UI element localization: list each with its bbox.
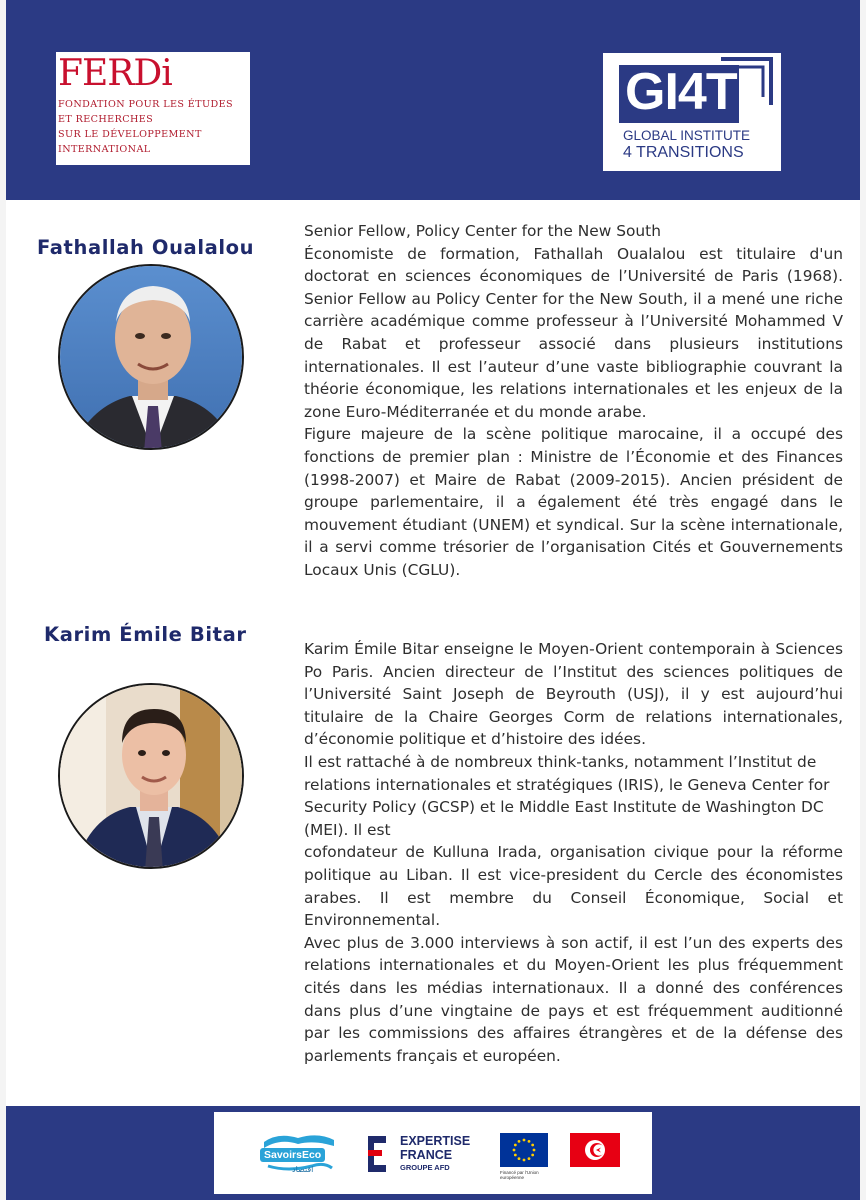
ferdi-logo-line: FONDATION POUR LES ÉTUDES	[58, 99, 233, 110]
eu-star-icon	[528, 1140, 531, 1143]
bio-paragraph: cofondateur de Kulluna Irada, organisation civique pour la réforme politique au Liban. Il est vice-president du Cercle des économistes arabes. Il est membre du Conseil Économique, Social et Environnemental.	[304, 843, 843, 930]
ferdi-logo-mark: FERDi	[58, 53, 172, 94]
ferdi-logo-line: SUR LE DÉVELOPPEMENT	[58, 129, 202, 140]
gi4t-logo-mark: GI4T	[625, 63, 737, 121]
tunisia-emblem-icon	[570, 1133, 620, 1167]
bio-paragraph: Économiste de formation, Fathallah Oualalou est titulaire d'un doctorat en sciences économiques de l’Université de Paris (1968). Senior Fellow au Policy Center for the New South, il a mené une riche carrière académique comme professeur à l’Université Mohammed V de Rabat et professeur associé dans plusieurs institutions internationales. Il est l’auteur d’une vaste bibliographie couvrant la théorie économique, les relations internationales et les enjeux de la zone Euro-Méditerranée et du monde arabe.	[304, 244, 843, 421]
eu-star-icon	[514, 1154, 517, 1157]
ferdi-logo-text	[58, 97, 250, 157]
eu-star-icon	[531, 1144, 534, 1147]
ferdi-logo	[56, 52, 250, 165]
eu-star-icon	[531, 1154, 534, 1157]
eu-star-icon	[514, 1144, 517, 1147]
partner-logos	[214, 1112, 652, 1194]
bio-paragraph: Avec plus de 3.000 interviews à son actif, il est l’un des experts des relations internationales et du Moyen-Orient les plus fréquemment cités dans les médias internationaux. Il a donné des conférences dans plus d’une vingtaine de pays et est fréquemment auditionné par les commissions des affaires étrangères et de la défense des parlements français et européen.	[304, 933, 843, 1065]
eu-star-icon	[528, 1157, 531, 1160]
expertise-france-line: EXPERTISE	[400, 1134, 471, 1148]
eu-star-icon	[523, 1159, 526, 1162]
bio-paragraph: Senior Fellow, Policy Center for the New South	[304, 222, 661, 240]
eu-star-icon	[533, 1149, 536, 1152]
speaker-bio	[304, 220, 843, 582]
ferdi-logo-line: ET RECHERCHES	[58, 114, 154, 125]
speaker-name: Fathallah Oualalou	[37, 236, 255, 259]
speaker-photo	[58, 683, 244, 869]
speaker-name: Karim Émile Bitar	[44, 623, 247, 646]
ferdi-logo-line: INTERNATIONAL	[58, 144, 151, 155]
bio-paragraph: Karim Émile Bitar enseigne le Moyen-Orient contemporain à Sciences Po Paris. Ancien directeur de l’Institut des sciences politiques de l’Université Saint Joseph de Beyrouth (USJ), il y est aujourd’hui titulaire de la Chaire Georges Corm de relations internationales, d’économie politique et d’histoire des idées.	[304, 640, 843, 749]
page-margin-right	[860, 0, 866, 1200]
gi4t-logo	[603, 53, 781, 171]
portrait-fathallah-icon	[60, 266, 244, 450]
savoirs-eco-arabic: اقتصاد	[292, 1165, 314, 1174]
bio-paragraph: Figure majeure de la scène politique marocaine, il a occupé des fonctions de premier plan : Ministre de l’Économie et des Finances (1998-2007) et Maire de Rabat (2009-2015). Ancien président de groupe parlementaire, il a également été très engagé dans le mouvement étudiant (UNEM) et syndical. Sur la scène internationale, il a servi comme trésorier de l’organisation Cités et Gouvernements Locaux Unis (CGLU).	[304, 425, 843, 579]
gi4t-logo-line: 4 TRANSITIONS	[623, 144, 744, 161]
eu-flag-icon	[500, 1133, 548, 1167]
portrait-karim-icon	[60, 685, 244, 869]
gi4t-logo-text	[623, 127, 750, 161]
eu-caption: Financé par l'Union européenne	[500, 1170, 539, 1180]
bio-paragraph: Il est rattaché à de nombreux think-tanks, notamment l’Institut de relations internationales et stratégiques (IRIS), le Geneva Center for Security Policy (GCSP) et le Middle East Institute de Washington DC (MEI). Il est	[304, 752, 830, 839]
savoirs-eco-logo	[258, 1132, 338, 1176]
eu-stars-icon	[500, 1133, 548, 1167]
tunisia-flag-icon	[570, 1133, 620, 1167]
speaker-photo	[58, 264, 244, 450]
expertise-france-text	[400, 1134, 470, 1162]
eu-star-icon	[518, 1140, 521, 1143]
savoirs-eco-label: SavoirsEco	[260, 1148, 325, 1162]
expertise-france-line: FRANCE	[400, 1148, 453, 1162]
speaker-bio	[304, 638, 843, 1067]
expertise-france-mark-icon	[364, 1134, 394, 1174]
expertise-france-logo	[364, 1134, 494, 1176]
eu-star-icon	[523, 1139, 526, 1142]
eu-star-icon	[518, 1157, 521, 1160]
gi4t-logo-line: GLOBAL INSTITUTE	[623, 128, 751, 143]
eu-star-icon	[513, 1149, 516, 1152]
expertise-group-label: GROUPE AFD	[400, 1163, 450, 1172]
